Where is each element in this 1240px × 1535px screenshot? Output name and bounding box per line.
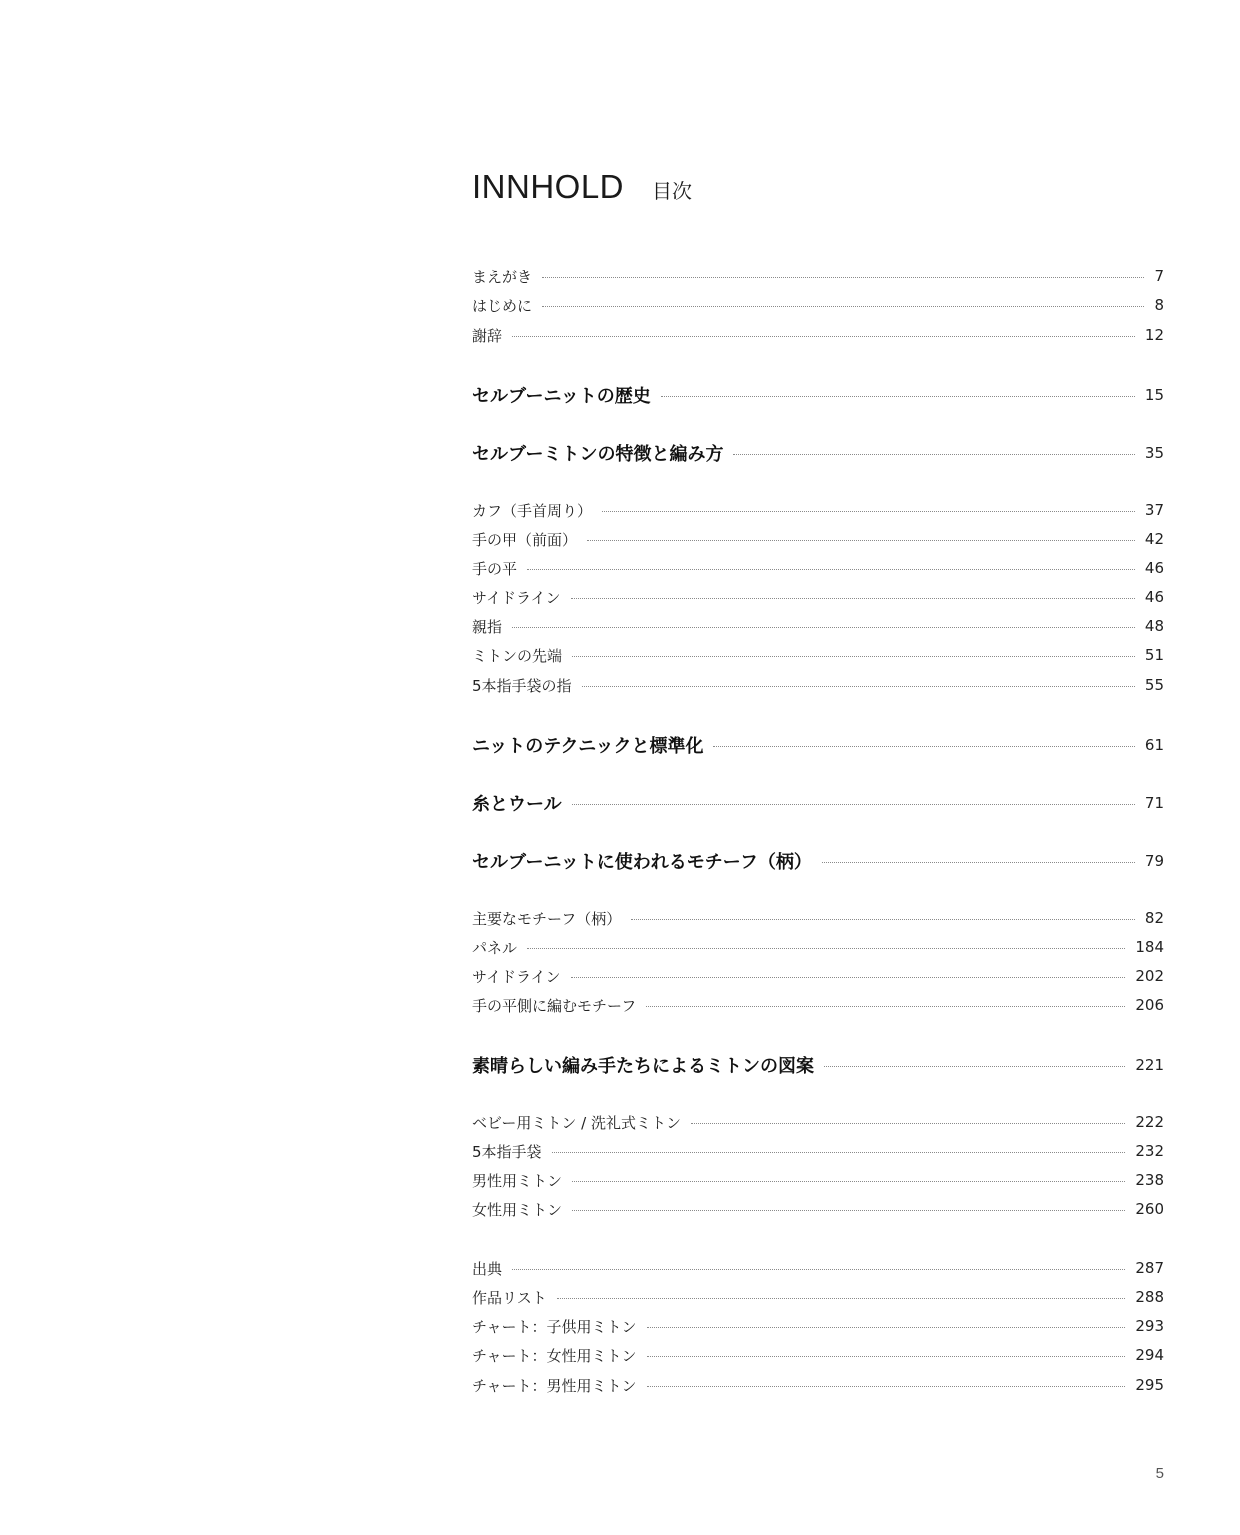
dot-leader bbox=[824, 1066, 1125, 1067]
toc-section-entry bbox=[472, 441, 1164, 465]
toc-entry bbox=[472, 616, 1164, 636]
toc-entry-page: 55 bbox=[1144, 676, 1164, 694]
toc-entry bbox=[472, 266, 1164, 286]
dot-leader bbox=[572, 656, 1135, 657]
page-title bbox=[472, 168, 692, 206]
toc-entry-label: 男性用ミトン bbox=[472, 1171, 563, 1190]
toc-entry-label: 作品リスト bbox=[472, 1288, 547, 1307]
dot-leader bbox=[527, 948, 1125, 949]
toc-entry-label: 5本指手袋 bbox=[472, 1142, 542, 1161]
toc-section-page: 15 bbox=[1144, 386, 1164, 404]
toc-entry-label: はじめに bbox=[472, 296, 533, 315]
toc-entry bbox=[472, 1258, 1164, 1278]
dot-leader bbox=[647, 1327, 1126, 1328]
dot-leader bbox=[647, 1356, 1126, 1357]
toc-entry bbox=[472, 587, 1164, 607]
toc-entry-page: 82 bbox=[1144, 909, 1164, 927]
dot-leader bbox=[552, 1152, 1126, 1153]
toc-entry-page: 232 bbox=[1135, 1142, 1164, 1160]
toc-entry-page: 202 bbox=[1135, 967, 1164, 985]
toc-entry-label: 手の甲（前面） bbox=[472, 530, 578, 549]
dot-leader bbox=[571, 977, 1126, 978]
toc-entry-label: ベビー用ミトン / 洗礼式ミトン bbox=[472, 1113, 681, 1132]
toc-entry-label: サイドライン bbox=[472, 967, 561, 986]
dot-leader bbox=[512, 627, 1135, 628]
dot-leader bbox=[587, 540, 1135, 541]
dot-leader bbox=[822, 862, 1135, 863]
toc-entry bbox=[472, 1345, 1164, 1365]
toc-section-entry bbox=[472, 383, 1164, 407]
toc-entry-page: 42 bbox=[1144, 530, 1164, 548]
toc-entry-page: 37 bbox=[1144, 501, 1164, 519]
toc-entry-label: サイドライン bbox=[472, 588, 561, 607]
toc-entry-page: 295 bbox=[1135, 1376, 1164, 1394]
dot-leader bbox=[527, 569, 1135, 570]
dot-leader bbox=[542, 277, 1144, 278]
dot-leader bbox=[512, 336, 1135, 337]
dot-leader bbox=[571, 598, 1135, 599]
toc-entry-label: 5本指手袋の指 bbox=[472, 676, 572, 695]
toc-section-label: セルブーニットに使われるモチーフ（柄） bbox=[472, 852, 812, 873]
toc-entry-page: 46 bbox=[1144, 588, 1164, 606]
toc-entry-page: 51 bbox=[1144, 646, 1164, 664]
page-number: 5 bbox=[1155, 1465, 1164, 1482]
dot-leader bbox=[661, 396, 1135, 397]
toc-entry-page: 206 bbox=[1135, 996, 1164, 1014]
dot-leader bbox=[572, 804, 1135, 805]
toc-entry-label: 親指 bbox=[472, 617, 503, 636]
toc-entry bbox=[472, 558, 1164, 578]
toc-section-page: 61 bbox=[1144, 736, 1164, 754]
toc-entry-page: 184 bbox=[1135, 938, 1164, 956]
dot-leader bbox=[512, 1269, 1125, 1270]
toc-section-page: 35 bbox=[1144, 444, 1164, 462]
toc-section-entry bbox=[472, 1053, 1164, 1077]
toc-entry-page: 260 bbox=[1135, 1200, 1164, 1218]
toc-entry bbox=[472, 325, 1164, 345]
toc-entry bbox=[472, 937, 1164, 957]
toc-entry bbox=[472, 645, 1164, 665]
toc-section-entry bbox=[472, 733, 1164, 757]
title-english: INNHOLD bbox=[472, 168, 625, 205]
toc-entry-page: 288 bbox=[1135, 1288, 1164, 1306]
toc-section-entry bbox=[472, 791, 1164, 815]
toc-entry-label: ミトンの先端 bbox=[472, 646, 563, 665]
toc-entry-label: チャート：子供用ミトン bbox=[472, 1317, 637, 1336]
toc-entry bbox=[472, 529, 1164, 549]
toc-entry bbox=[472, 295, 1164, 315]
toc-entry bbox=[472, 1316, 1164, 1336]
toc-entry bbox=[472, 995, 1164, 1015]
dot-leader bbox=[602, 511, 1135, 512]
toc-section-page: 221 bbox=[1135, 1056, 1164, 1074]
dot-leader bbox=[691, 1123, 1125, 1124]
toc-entry bbox=[472, 1112, 1164, 1132]
toc-entry-label: 手の平 bbox=[472, 559, 518, 578]
dot-leader bbox=[631, 919, 1135, 920]
toc-entry-label: カフ（手首周り） bbox=[472, 501, 593, 520]
toc-entry-page: 46 bbox=[1144, 559, 1164, 577]
toc-entry-label: まえがき bbox=[472, 267, 533, 286]
toc-entry-label: チャート：男性用ミトン bbox=[472, 1376, 637, 1395]
toc-entry-page: 294 bbox=[1135, 1346, 1164, 1364]
toc-entry bbox=[472, 675, 1164, 695]
dot-leader bbox=[733, 454, 1134, 455]
dot-leader bbox=[542, 306, 1144, 307]
dot-leader bbox=[582, 686, 1135, 687]
dot-leader bbox=[646, 1006, 1125, 1007]
toc-section-label: セルブーミトンの特徴と編み方 bbox=[472, 444, 724, 465]
toc-section-label: 糸とウール bbox=[472, 794, 562, 815]
toc-entry-label: 出典 bbox=[472, 1259, 503, 1278]
dot-leader bbox=[713, 746, 1134, 747]
toc-section-page: 71 bbox=[1144, 794, 1164, 812]
toc-entry-page: 8 bbox=[1154, 296, 1164, 314]
toc-entry-page: 7 bbox=[1154, 267, 1164, 285]
toc-section-page: 79 bbox=[1144, 852, 1164, 870]
toc-entry bbox=[472, 1199, 1164, 1219]
title-japanese: 目次 bbox=[652, 179, 693, 203]
dot-leader bbox=[572, 1181, 1125, 1182]
dot-leader bbox=[572, 1210, 1125, 1211]
toc-entry-label: 謝辞 bbox=[472, 326, 503, 345]
toc-entry-page: 222 bbox=[1135, 1113, 1164, 1131]
toc-section-entry bbox=[472, 849, 1164, 873]
toc-entry bbox=[472, 1170, 1164, 1190]
toc-entry bbox=[472, 500, 1164, 520]
toc-entry bbox=[472, 1375, 1164, 1395]
toc-entry-page: 293 bbox=[1135, 1317, 1164, 1335]
toc-section-label: ニットのテクニックと標準化 bbox=[472, 736, 704, 757]
toc-entry-page: 238 bbox=[1135, 1171, 1164, 1189]
toc-section-label: セルブーニットの歴史 bbox=[472, 386, 651, 407]
toc-entry bbox=[472, 966, 1164, 986]
dot-leader bbox=[557, 1298, 1126, 1299]
toc-entry-label: 女性用ミトン bbox=[472, 1200, 563, 1219]
dot-leader bbox=[647, 1386, 1126, 1387]
toc-section-label: 素晴らしい編み手たちによるミトンの図案 bbox=[472, 1056, 814, 1077]
toc-entry-page: 48 bbox=[1144, 617, 1164, 635]
toc-entry-label: チャート：女性用ミトン bbox=[472, 1346, 637, 1365]
toc-entry bbox=[472, 908, 1164, 928]
toc-entry-label: 手の平側に編むモチーフ bbox=[472, 996, 637, 1015]
toc-entry-page: 12 bbox=[1144, 326, 1164, 344]
toc-entry-label: 主要なモチーフ（柄） bbox=[472, 909, 622, 928]
toc-entry-label: パネル bbox=[472, 938, 518, 957]
toc-entry-page: 287 bbox=[1135, 1259, 1164, 1277]
toc-entry bbox=[472, 1287, 1164, 1307]
toc-entry bbox=[472, 1141, 1164, 1161]
